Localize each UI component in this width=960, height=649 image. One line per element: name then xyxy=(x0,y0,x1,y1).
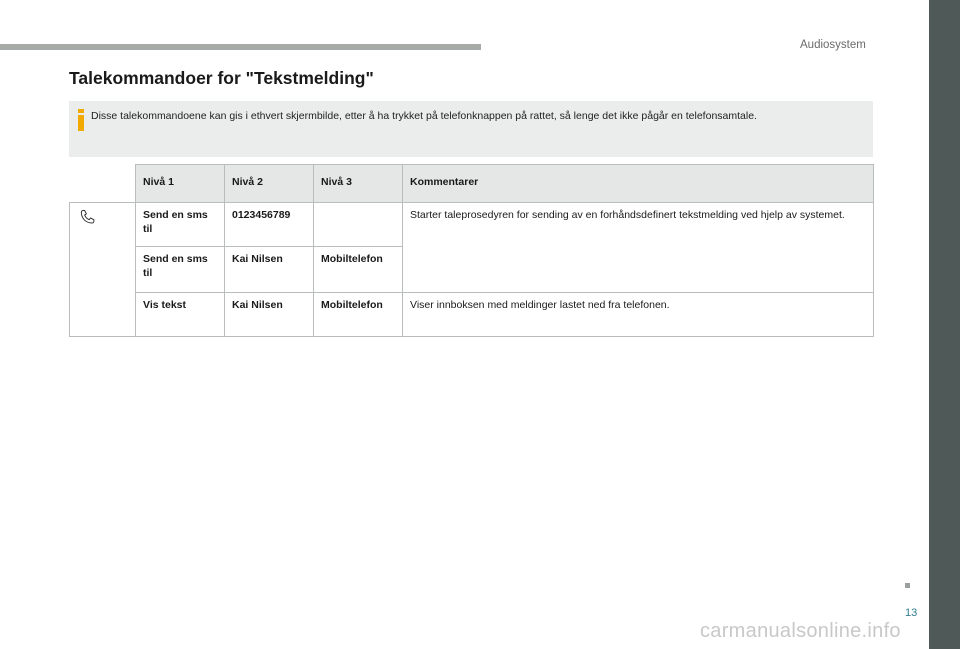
page-edge-strip xyxy=(929,0,960,649)
cell-level1: Send en sms til xyxy=(136,247,225,293)
page-number: 13 xyxy=(905,607,918,619)
cell-level2: Kai Nilsen xyxy=(225,293,314,337)
cell-comment: Starter taleprosedyren for sending av en forhåndsdefinert tekstmelding ved hjelp av systemet. xyxy=(403,203,874,293)
cell-level1: Vis tekst xyxy=(136,293,225,337)
voice-command-table xyxy=(69,164,874,337)
header-comments: Kommentarer xyxy=(403,165,874,203)
cell-level1: Send en sms til xyxy=(136,203,225,247)
cell-level2: Kai Nilsen xyxy=(225,247,314,293)
continuation-mark xyxy=(905,583,910,588)
info-box xyxy=(69,101,873,157)
table-header-row xyxy=(70,165,874,203)
page-title: Talekommandoer for "Tekstmelding" xyxy=(69,68,374,88)
cell-level3: Mobiltelefon xyxy=(314,247,403,293)
cell-level3 xyxy=(314,203,403,247)
watermark: carmanualsonline.info xyxy=(700,620,901,642)
cell-level3: Mobiltelefon xyxy=(314,293,403,337)
header-rule xyxy=(0,44,481,50)
phone-handset-icon xyxy=(77,208,99,228)
info-text: Disse talekommandoene kan gis i ethvert skjermbilde, etter å ha trykket på telefonknappen på rattet, så lenge det ikke pågår en telefonsamtale. xyxy=(91,110,757,122)
table-row xyxy=(70,203,874,247)
table-row xyxy=(70,293,874,337)
phone-icon-cell xyxy=(70,203,136,337)
header-level3: Nivå 3 xyxy=(314,165,403,203)
cell-comment: Viser innboksen med meldinger lastet ned fra telefonen. xyxy=(403,293,874,337)
header-level2: Nivå 2 xyxy=(225,165,314,203)
section-header: Audiosystem xyxy=(800,39,866,51)
info-icon xyxy=(78,109,86,131)
cell-level2: 0123456789 xyxy=(225,203,314,247)
header-level1: Nivå 1 xyxy=(136,165,225,203)
